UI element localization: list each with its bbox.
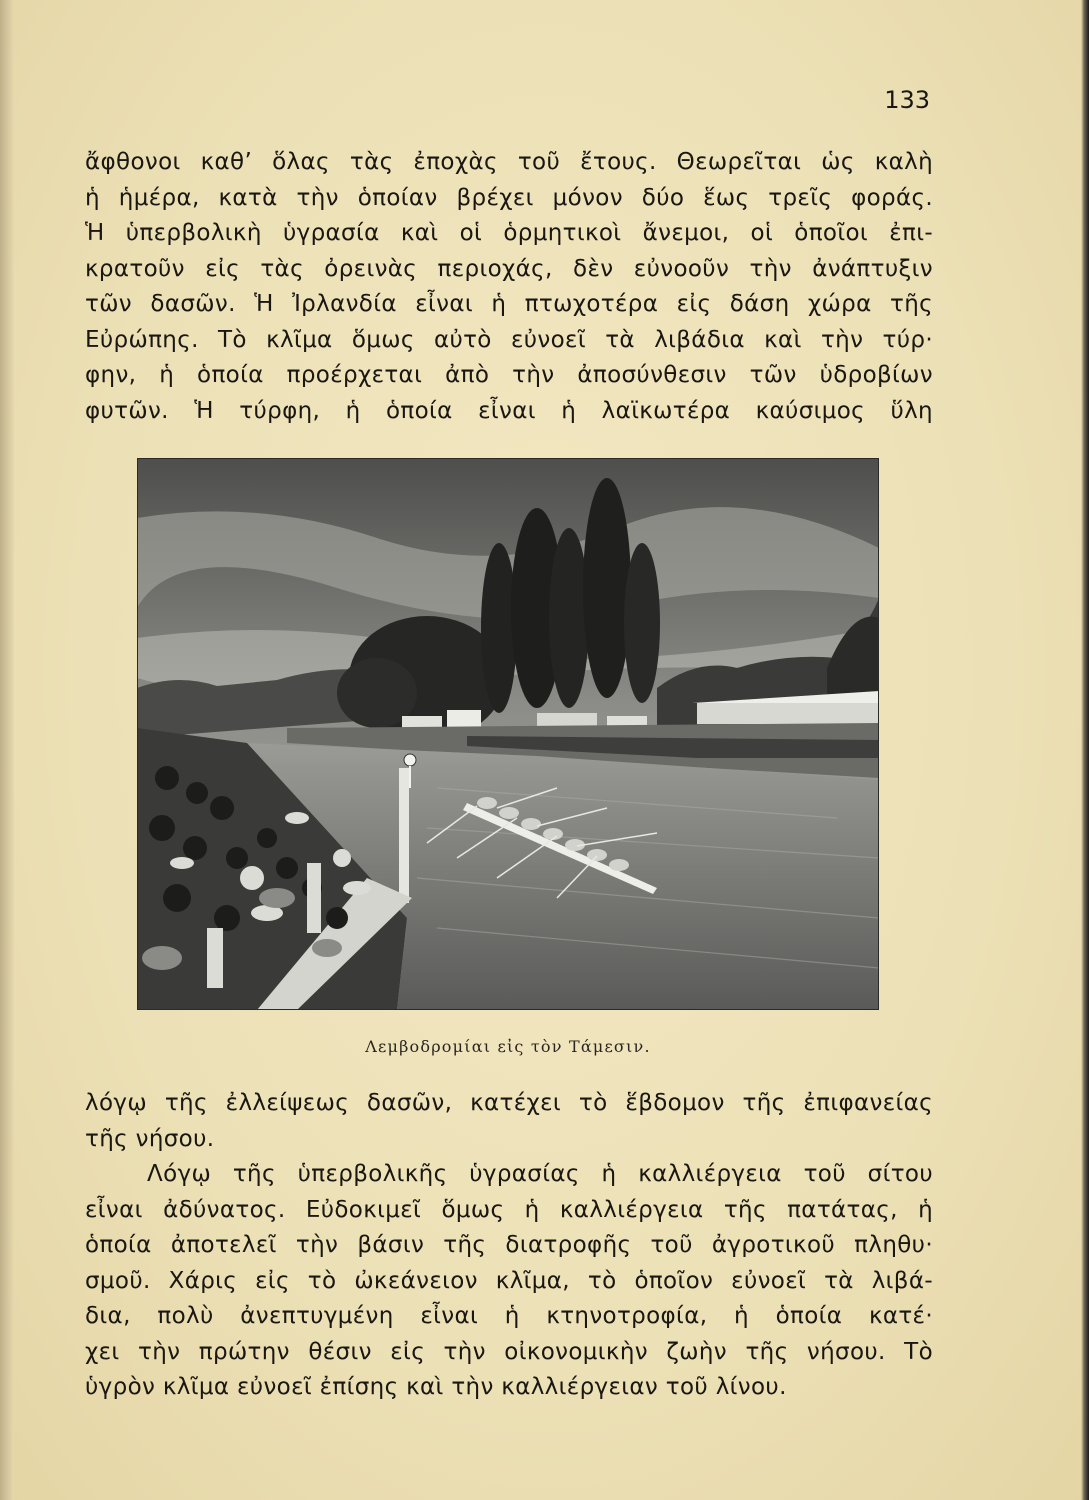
photo-caption: Λεμβοδρομίαι εἰς τὸν Τάμεσιν. [365, 1037, 651, 1056]
text-line: τῶν δασῶν. Ἡ Ἰρλανδία εἶναι ἡ πτωχοτέρα εἰς δάση χώρα τῆς [85, 291, 933, 317]
text-line: Ἡ ὑπερβολικὴ ὑγρασία καὶ οἱ ὁρμητικοὶ ἄνεμοι, οἱ ὁποῖοι ἐπι- [85, 220, 933, 246]
text-line: φην, ἡ ὁποία προέρχεται ἀπὸ τὴν ἀποσύνθεσιν τῶν ὑδροβίων [85, 362, 933, 388]
rowing-regatta-photo [137, 458, 879, 1010]
page-edge-shadow [1081, 0, 1089, 1500]
text-line: ὑγρὸν κλῖμα εὐνοεῖ ἐπίσης καὶ τὴν καλλιέργειαν τοῦ λίνου. [85, 1374, 787, 1400]
page-number: 133 [884, 86, 930, 114]
text-line: ἄφθονοι καθ’ ὅλας τὰς ἐποχὰς τοῦ ἔτους. Θεωρεῖται ὡς καλὴ [85, 149, 933, 175]
page-spine-shadow [0, 0, 14, 1500]
text-line: ἡ ἡμέρα, κατὰ τὴν ὁποίαν βρέχει μόνον δύο ἕως τρεῖς φοράς. [85, 184, 933, 211]
text-line: σμοῦ. Χάρις εἰς τὸ ὠκεάνειον κλῖμα, τὸ ὁποῖον εὐνοεῖ τὰ λιβά- [85, 1267, 933, 1294]
bottom-paragraph [85, 1086, 933, 1406]
text-line: τῆς νήσου. [85, 1125, 215, 1152]
top-paragraph [85, 145, 933, 429]
text-line: Λόγῳ τῆς ὑπερβολικῆς ὑγρασίας ἡ καλλιέργεια τοῦ σίτου [147, 1161, 933, 1187]
text-line: εἶναι ἀδύνατος. Εὐδοκιμεῖ ὅμως ἡ καλλιέργεια τῆς πατάτας, ἡ [85, 1196, 933, 1223]
text-line: χει τὴν πρώτην θέσιν εἰς τὴν οἰκονομικὴν ζωὴν τῆς νήσου. Τὸ [85, 1338, 933, 1365]
text-line: ὁποία ἀποτελεῖ τὴν βάσιν τῆς διατροφῆς τοῦ ἀγροτικοῦ πληθυ· [85, 1232, 933, 1258]
text-line: δια, πολὺ ἀνεπτυγμένη εἶναι ἡ κτηνοτροφία, ἡ ὁποία κατέ· [85, 1303, 933, 1329]
text-line: φυτῶν. Ἡ τύρφη, ἡ ὁποία εἶναι ἡ λαϊκωτέρα καύσιμος ὕλη [85, 397, 933, 424]
text-line: λόγῳ τῆς ἐλλείψεως δασῶν, κατέχει τὸ ἕβδομον τῆς ἐπιφανείας [85, 1090, 933, 1116]
text-line: κρατοῦν εἰς τὰς ὀρεινὰς περιοχάς, δὲν εὐνοοῦν τὴν ἀνάπτυξιν [85, 255, 933, 282]
text-line: Εὐρώπης. Τὸ κλῖμα ὅμως αὐτὸ εὐνοεῖ τὰ λιβάδια καὶ τὴν τύρ· [85, 326, 933, 353]
